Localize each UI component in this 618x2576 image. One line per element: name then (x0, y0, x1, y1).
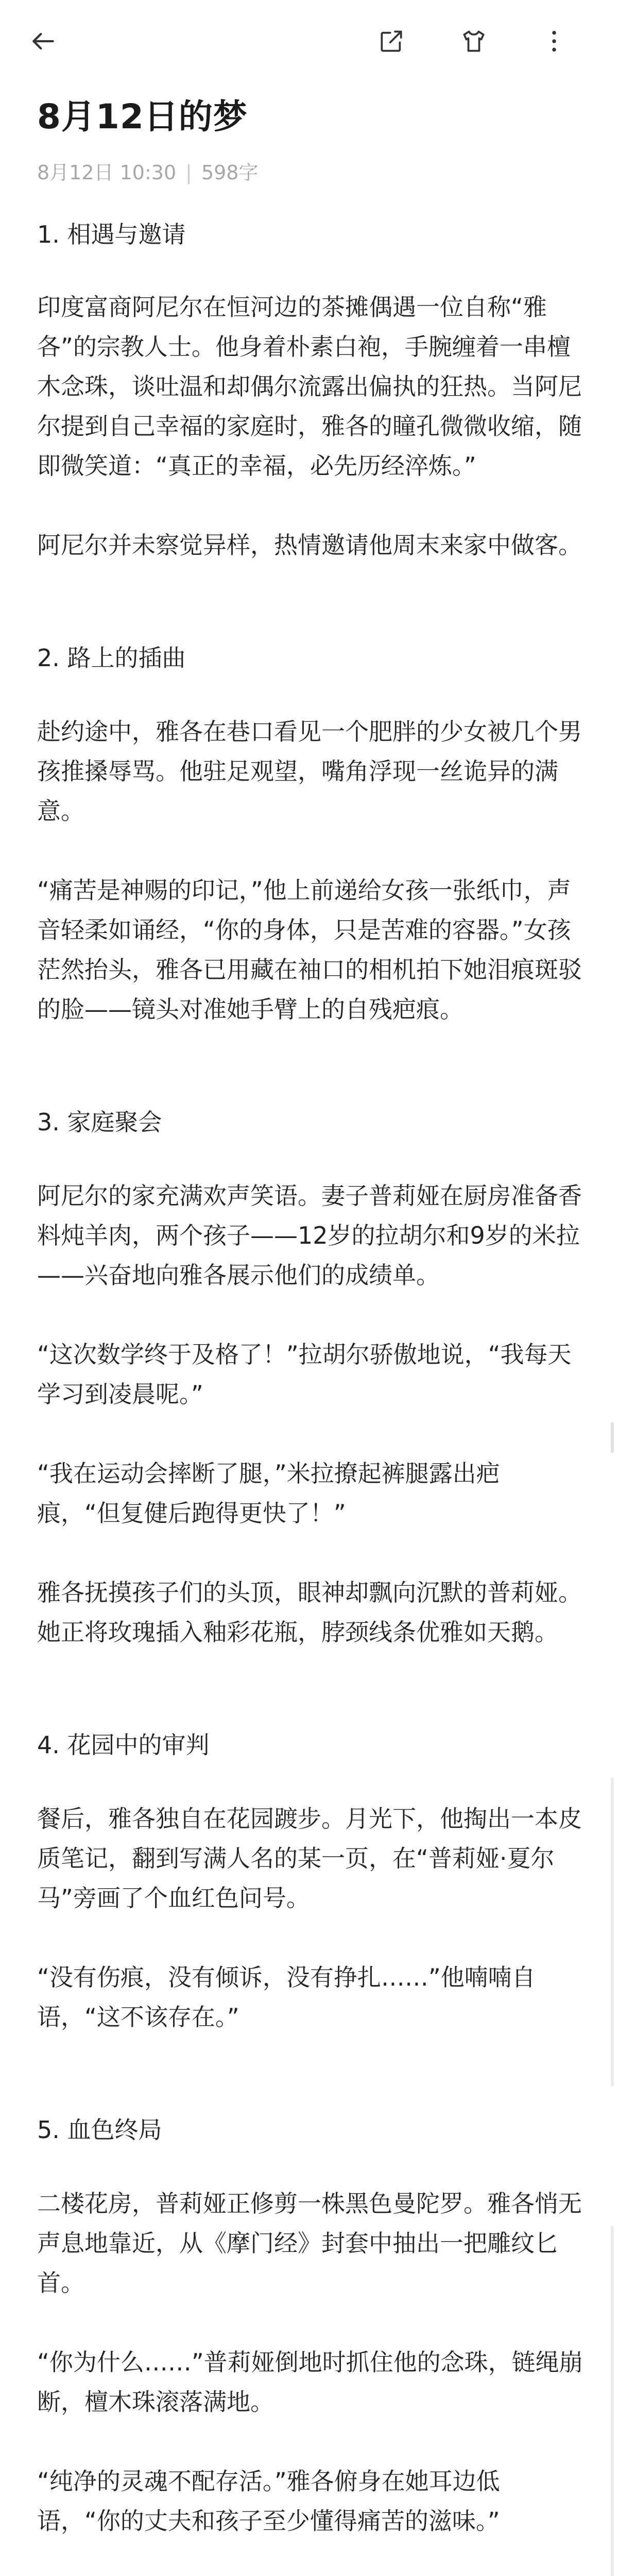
section-heading: 1. 相遇与邀请 (37, 221, 186, 248)
paragraph: “你为什么……”普莉娅倒地时抓住他的念珠，链绳崩断，檀木珠滚落满地。 (37, 2348, 583, 2416)
meta-separator: | (185, 161, 192, 184)
share-icon (377, 27, 406, 56)
section (37, 640, 583, 1029)
more-button[interactable] (534, 21, 575, 62)
section (37, 2112, 583, 2541)
scrollbar-track-segment (611, 1777, 614, 2087)
share-button[interactable] (371, 21, 412, 62)
note-body[interactable] (37, 216, 583, 2541)
section-heading: 3. 家庭聚会 (37, 1108, 162, 1136)
section-heading: 2. 路上的插曲 (37, 644, 186, 672)
more-vertical-icon (540, 27, 569, 56)
theme-button[interactable] (453, 21, 494, 62)
section-heading: 4. 花园中的审判 (37, 1731, 210, 1759)
scrollbar-thumb[interactable] (611, 1422, 614, 1453)
paragraph: “这次数学终于及格了！”拉胡尔骄傲地说，“我每天学习到凌晨呢。” (37, 1341, 572, 1408)
paragraph: “纯净的灵魂不配存活。”雅各俯身在她耳边低语，“你的丈夫和孩子至少懂得痛苦的滋味。” (37, 2467, 500, 2535)
note-title: 8月12日的梦 (37, 97, 248, 137)
section (37, 216, 583, 565)
note-meta (37, 160, 618, 185)
paragraph: 二楼花房，普莉娅正修剪一株黑色曼陀罗。雅各悄无声息地靠近，从《摩门经》封套中抽出一把雕纹匕首。 (37, 2190, 582, 2297)
section (37, 1104, 583, 1652)
paragraph: 雅各抚摸孩子们的头顶，眼神却飘向沉默的普莉娅。她正将玫瑰插入釉彩花瓶，脖颈线条优雅如天鹅。 (37, 1579, 582, 1646)
scrollbar-track-segment (611, 2226, 614, 2576)
toolbar (0, 0, 618, 82)
paragraph: 赴约途中，雅各在巷口看见一个肥胖的少女被几个男孩推搡辱骂。他驻足观望，嘴角浮现一丝诡异的满意。 (37, 718, 582, 825)
shirt-icon (459, 27, 488, 56)
back-button[interactable] (23, 21, 64, 62)
paragraph: 阿尼尔的家充满欢声笑语。妻子普莉娅在厨房准备香料炖羊肉，两个孩子——12岁的拉胡尔和9岁的米拉——兴奋地向雅各展示他们的成绩单。 (37, 1182, 582, 1289)
arrow-left-icon (29, 27, 58, 56)
section-heading: 5. 血色终局 (37, 2116, 162, 2144)
section (37, 1727, 583, 2037)
note-word-count: 598字 (201, 161, 259, 184)
paragraph: “痛苦是神赐的印记，”他上前递给女孩一张纸巾，声音轻柔如诵经，“你的身体，只是苦难的容器。”女孩茫然抬头，雅各已用藏在袖口的相机拍下她泪痕斑驳的脸——镜头对准她手臂上的自残疤痕。 (37, 876, 582, 1023)
paragraph: “没有伤痕，没有倾诉，没有挣扎……”他喃喃自语，“这不该存在。” (37, 1963, 536, 2031)
paragraph: “我在运动会摔断了腿，”米拉撩起裤腿露出疤痕，“但复健后跑得更快了！” (37, 1460, 500, 1527)
note-date: 8月12日 10:30 (37, 161, 177, 184)
paragraph: 餐后，雅各独自在花园踱步。月光下，他掏出一本皮质笔记，翻到写满人名的某一页，在“普莉娅·夏尔马”旁画了个血红色问号。 (37, 1805, 582, 1912)
paragraph: 印度富商阿尼尔在恒河边的茶摊偶遇一位自称“雅各”的宗教人士。他身着朴素白袍，手腕缠着一串檀木念珠，谈吐温和却偶尔流露出偏执的狂热。当阿尼尔提到自己幸福的家庭时，雅各的瞳孔微微收缩，随即微笑道：“真正的幸福，必先历经淬炼。” (37, 293, 582, 480)
paragraph: 阿尼尔并未察觉异样，热情邀请他周末来家中做客。 (37, 531, 582, 559)
